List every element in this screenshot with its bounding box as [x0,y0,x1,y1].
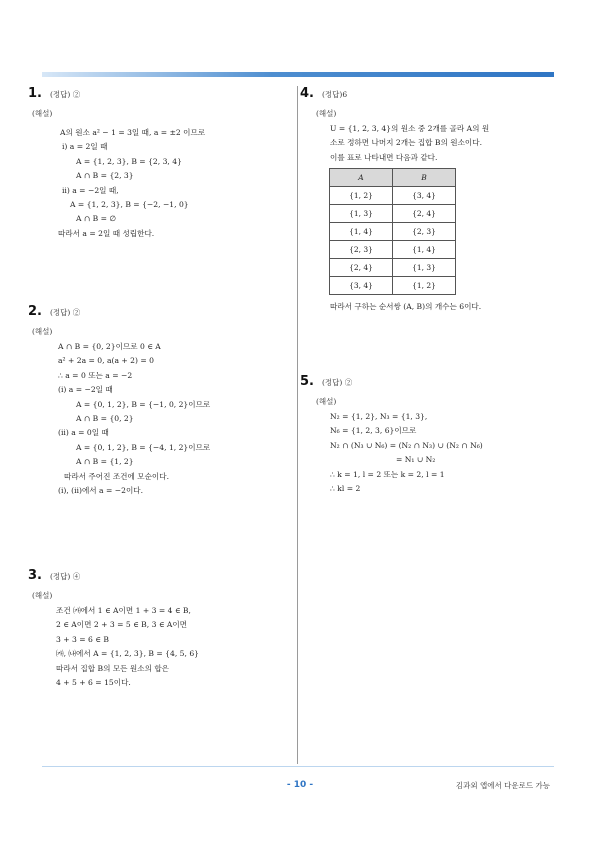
problem-number: 2. [28,304,42,319]
table-row [330,205,456,223]
problem-number: 3. [28,568,42,583]
solution-line: (ⅰ) a = −2일 때 [58,385,113,395]
page-number: - 10 - [286,780,314,790]
table-cell: {2, 4} [393,205,456,223]
problem-2 [28,304,290,498]
column-divider [297,86,298,764]
solution-line: 이를 표로 나타내면 다음과 같다. [330,152,438,162]
solution-line: ⅱ) a = −2일 때, [62,185,119,195]
solution-line: N₆ = {1, 2, 3, 6}이므로 [330,426,417,436]
table-row [330,259,456,277]
solution-line: 2 ∈ A이면 2 + 3 = 5 ∈ B, 3 ∈ A이면 [56,620,188,630]
solution-line: 따라서 a = 2일 때 성립한다. [58,228,155,238]
problem-number: 1. [28,86,42,101]
explanation-label: (해설) [32,109,53,118]
header-accent-bar [42,72,554,77]
explanation-label: (해설) [316,109,337,118]
solution-line: ∴ kl = 2 [330,484,361,494]
table-row [330,277,456,295]
footer-note: 김과외 앱에서 다운로드 가능 [455,781,550,790]
table-cell: {1, 3} [330,205,393,223]
table-cell: {2, 4} [330,259,393,277]
explanation-label: (해설) [32,591,53,600]
solution-line: a² + 2a = 0, a(a + 2) = 0 [58,356,154,366]
problem-5 [300,374,554,496]
solution-line: ∴ a = 0 또는 a = −2 [58,370,133,380]
table-cell: {3, 4} [393,187,456,205]
solution-line: ∴ k = 1, l = 2 또는 k = 2, l = 1 [330,469,445,479]
solution-line: 조건 ㈎에서 1 ∈ A이면 1 + 3 = 4 ∈ B, [56,606,191,615]
table-cell: {1, 2} [393,277,456,295]
table-cell: {2, 3} [393,223,456,241]
pairs-table [329,168,456,295]
solution-line: ⅰ) a = 2일 때 [62,142,108,152]
solution-line: A ∩ B = {0, 2}이므로 0 ∈ A [58,342,161,351]
solution-line: N₂ = {1, 2}, N₃ = {1, 3}, [330,412,428,421]
problem-1 [28,86,290,241]
solution-line: 따라서 주어진 조건에 모순이다. [64,471,170,481]
solution-line: A = {0, 1, 2}, B = {−1, 0, 2}이므로 [76,399,211,409]
table-cell: {1, 4} [393,241,456,259]
answer-label: (정답) ② [321,378,353,387]
table-row [330,223,456,241]
solution-line: A = {0, 1, 2}, B = {−4, 1, 2}이므로 [76,442,211,452]
table-row [330,187,456,205]
solution-line: A ∩ B = {2, 3} [76,171,134,181]
solution-line: A ∩ B = {0, 2} [76,414,134,424]
solution-line: A ∩ B = ∅ [76,214,117,224]
table-cell: {1, 2} [330,187,393,205]
table-cell: {1, 3} [393,259,456,277]
table-cell: {2, 3} [330,241,393,259]
solution-line: 따라서 집합 B의 모든 원소의 합은 [56,663,170,673]
table-cell: {1, 4} [330,223,393,241]
solution-line: A = {1, 2, 3}, B = {−2, −1, 0} [70,200,189,210]
solution-line: 따라서 구하는 순서쌍 (A, B)의 개수는 6이다. [330,302,482,312]
solution-line: A = {1, 2, 3}, B = {2, 3, 4} [76,156,182,166]
footer-divider [42,766,554,767]
table-header-cell: B [393,169,456,187]
answer-label: (정답) ② [49,90,81,99]
solution-line: ㈎, ㈏에서 A = {1, 2, 3}, B = {4, 5, 6} [56,649,199,659]
problem-4 [300,86,554,315]
problem-3 [28,568,290,690]
problem-number: 5. [300,374,314,389]
solution-line: 소로 정하면 나머지 2개는 집합 B의 원소이다. [330,138,483,148]
solution-line: A의 원소 a² − 1 = 3일 때, a = ±2 이므로 [60,128,206,137]
explanation-label: (해설) [316,397,337,406]
solution-line: = N₁ ∪ N₂ [396,455,436,465]
solution-line: 4 + 5 + 6 = 15이다. [56,678,131,688]
table-header-row [330,169,456,187]
solution-line: N₂ ∩ (N₃ ∪ N₆) = (N₂ ∩ N₃) ∪ (N₂ ∩ N₆) [330,440,483,450]
answer-label: (정답) ④ [49,572,81,581]
table-cell: {3, 4} [330,277,393,295]
problem-number: 4. [300,86,314,101]
explanation-label: (해설) [32,327,53,336]
table-row [330,241,456,259]
answer-label: (정답) ② [49,308,81,317]
solution-line: A ∩ B = {1, 2} [76,457,134,467]
solution-line: U = {1, 2, 3, 4}의 원소 중 2개를 골라 A의 원 [330,124,490,133]
solution-line: (ⅰ), (ⅱ)에서 a = −2이다. [58,486,144,496]
solution-line: 3 + 3 = 6 ∈ B [56,634,109,644]
solution-line: (ⅱ) a = 0일 때 [58,428,109,438]
table-header-cell: A [330,169,393,187]
answer-label: (정답)6 [321,90,348,99]
